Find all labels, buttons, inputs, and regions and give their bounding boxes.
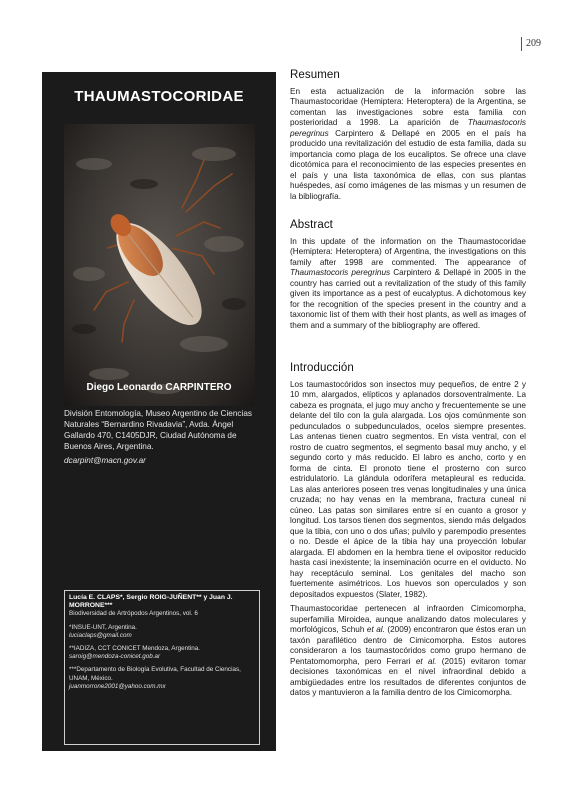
editors-names: Lucía E. CLAPS*, Sergio ROIG-JUÑENT** y Juan J. MORRONE*** — [69, 594, 233, 610]
intro-p2-part-3: (2015) evitaron tomar decisiones taxonómicas en el nivel infraordinal debido a ambigüedades entre los resultados de diferentes conjuntos de datos y mantuvieron a la familia dentro de los Cimicomorpha. — [290, 656, 526, 697]
species-name: Thaumastocoris peregrinus — [290, 118, 526, 138]
editor-affiliation-2: **IADIZA, CCT CONICET Mendoza, Argentina. — [69, 645, 201, 653]
editor-email-1[interactable]: luciaclaps@gmail.com — [69, 631, 132, 639]
intro-p2-part-2: (2009) encontraron que éstos eran un taxón parafilético dentro de Cimicomorpha. Estos autores consideraron a los taumastocóridos como grupo hermano de Pentatomomorpha, pero Ferrari — [290, 625, 526, 666]
resumen-text-part-2: Carpintero & Dellapé en 2005 en el país ha producido una revitalización del estudio de esta familia, dada su importancia como plaga de los eucaliptos. Se ofrece una clave dicotómica para el reconocimiento de las especies presentes en el país y una lista taxonómica de ellas, con sus plantas huéspedes, así como imágenes de las mismas y un resumen de la bibliografía. — [290, 128, 526, 201]
resumen-heading: Resumen — [290, 69, 340, 81]
resumen-text — [290, 87, 526, 203]
editors-credit-box — [64, 590, 260, 745]
introduccion-section — [290, 363, 526, 699]
insect-photo — [64, 124, 255, 406]
abstract-heading: Abstract — [290, 219, 333, 231]
introduccion-paragraph-1: Los taumastocóridos son insectos muy pequeños, de entre 2 y 10 mm, alargados, elípticos y aplanados dorsoventralmente. La cabeza es prognata, el jugo muy ancho y frecuentemente se une delante del tilo con la gula alargada. Los ojos comúnmente son pedunculados o subpedunculados, ocelos siempre presentes. Las antenas tienen cuatro segmentos. En vista ventral, con el rostro de cuatro segmentos, el segmento basal muy ancho, y el segundo corto y más reducido. El labro es ancho, corto y en forma de cinta. El pronoto tiene el prosterno con surco estridulatorio. La glándula odorífera metapleural es reducida. Las alas anteriores poseen tres venas longitudinales y una única cruzada; no hay venas en la membrana, fractura cuneal ni cúneo. Las patas son similares entre sí en cuanto a grosor y longitud. Los tarsos tienen dos segmentos, siendo más delgados que la tibia, con uno o dos uñas; pulvilo y parempodio presentes o no. Desde el ápice de la tibia hay una proyección lobular alargada. El abdomen en la hembra tiene el ovipositor reducido hasta casi inexistente; la inseminación ocurre en el oviducto. No hay receptáculo seminal. Los genitales del macho son fuertemente asimétricos. Los huevos son operculados y son depositados expuestos (Slater, 1982). — [290, 379, 526, 599]
author-name: Diego Leonardo CARPINTERO — [86, 382, 232, 393]
chapter-title: THAUMASTOCORIDAE — [74, 88, 244, 105]
editor-affiliation-3: ***Departamento de Biología Evolutiva, Facultad de Ciencias, UNAM, México. — [69, 666, 241, 682]
author-affiliation: División Entomología, Museo Argentino de Ciencias Naturales “Bernardino Rivadavia”, Avda. Ángel Gallardo 470, C1405DJR, Ciudad Autónoma de Buenos Aires, Argentina. — [64, 409, 252, 451]
editor-email-2[interactable]: saroig@mendoza-conicet.gob.ar — [69, 653, 161, 661]
introduccion-paragraph-2 — [290, 604, 526, 699]
species-name: Thaumastocoris peregrinus — [290, 268, 391, 277]
abstract-text-part-1: In this update of the information on the Thaumastocoridae (Hemiptera: Heteroptera) of Argentina, the investigations on this family after 1998 are commented. The appearance of — [290, 236, 526, 267]
et-al-1: et al. — [366, 625, 385, 634]
abstract-text — [290, 237, 526, 332]
abstract-text-part-2: Carpintero & Dellapé in 2005 in the country has carried out a revitalization of the study of this family given its importance as a pest of eucalyptus. A dichotomous key for the recognition of the species present in the country and a taxonomic list of them with their host plants, as well as images of them and a summary of the bibliography are offered. — [290, 268, 526, 330]
book-series: Biodiversidad de Artrópodos Argentinos, vol. 6 — [69, 610, 198, 618]
intro-p2-part-1: Thaumastocoridae pertenecen al infraorden Cimicomorpha, superfamilia Miroidea, aunque analizando datos moleculares y morfológicos, Schuh — [290, 604, 526, 634]
resumen-text-part-1: En esta actualización de la información sobre las Thaumastocoridae (Hemiptera: Heteroptera) de la Argentina, se comentan las investigaciones sobre esta familia con posterioridad a 1998. La aparición de — [290, 86, 526, 127]
resumen-section — [290, 70, 526, 202]
author-email[interactable]: dcarpint@macn.gov.ar — [64, 456, 146, 465]
abstract-section — [290, 220, 526, 331]
editor-affiliation-1: *INSUE-UNT, Argentina. — [69, 623, 137, 631]
page-number: 209 — [521, 37, 561, 51]
introduccion-heading: Introducción — [290, 362, 354, 374]
chapter-sidebar — [42, 72, 276, 751]
et-al-2: et al. — [415, 656, 437, 666]
editor-email-3[interactable]: juanmorrone2001@yahoo.com.mx — [69, 682, 166, 690]
